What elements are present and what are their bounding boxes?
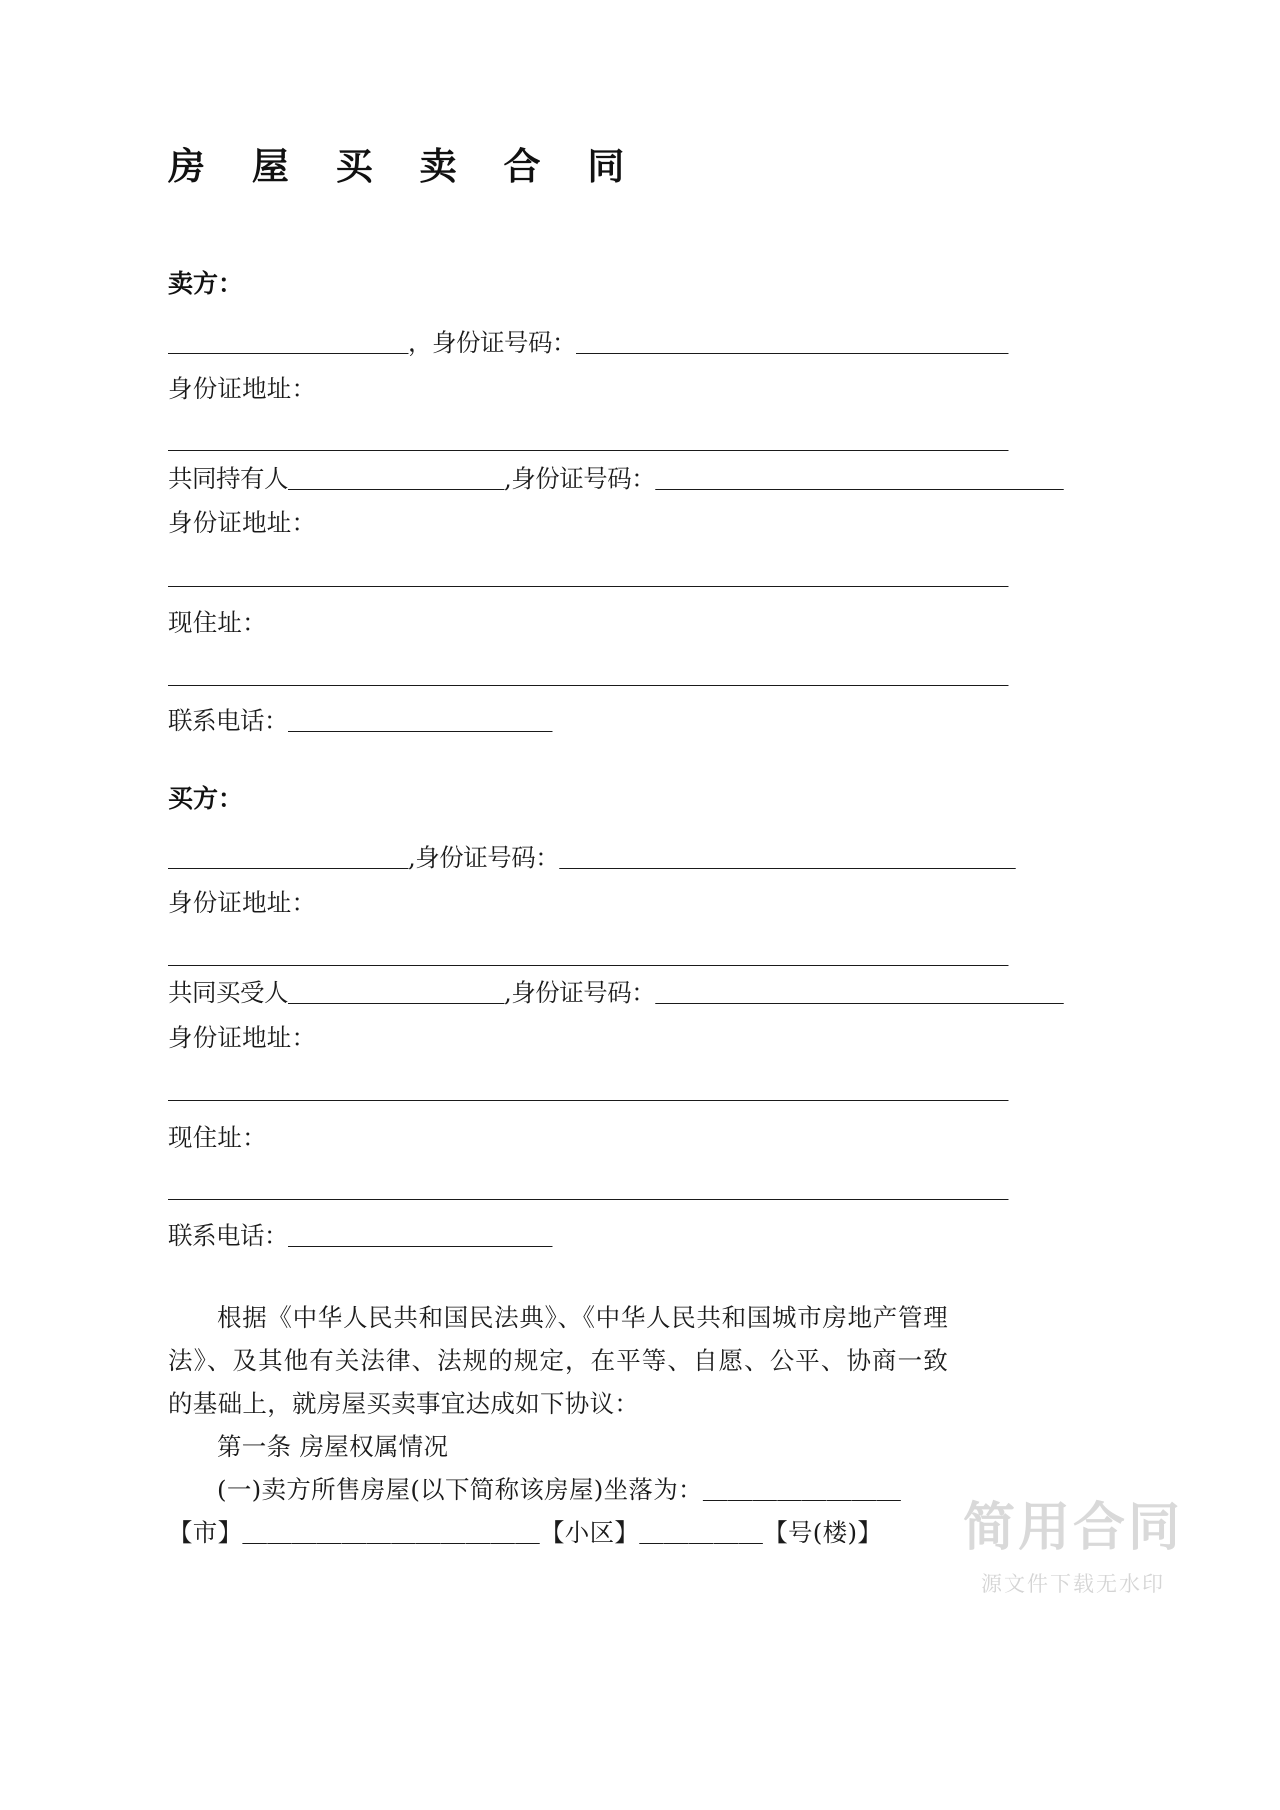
seller-name-id-line: ＿＿＿＿＿＿＿＿＿＿，身份证号码：＿＿＿＿＿＿＿＿＿＿＿＿＿＿＿＿＿＿: [168, 328, 1008, 357]
seller-id-address-rule: ＿＿＿＿＿＿＿＿＿＿＿＿＿＿＿＿＿＿＿＿＿＿＿＿＿＿＿＿＿＿＿＿＿＿＿: [168, 425, 1008, 454]
document-content: [168, 0, 1064, 1554]
buyer-name-id-line: ＿＿＿＿＿＿＿＿＿＿,身份证号码：＿＿＿＿＿＿＿＿＿＿＿＿＿＿＿＿＿＿＿: [168, 842, 1016, 872]
article-one-title: 第一条 房屋权属情况: [217, 1432, 449, 1461]
buyer-current-address-label: 现住址：: [168, 1122, 267, 1152]
article-one-item-1: (一)卖方所售房屋(以下简称该房屋)坐落为：＿＿＿＿＿＿＿＿: [217, 1475, 902, 1504]
page-title: 房 屋 买 卖 合 同: [168, 144, 642, 188]
watermark-brand-text: 简用合同: [962, 1498, 1183, 1559]
buyer-id-address-label: 身份证地址：: [168, 888, 317, 917]
buyer-id-address-rule: ＿＿＿＿＿＿＿＿＿＿＿＿＿＿＿＿＿＿＿＿＿＿＿＿＿＿＿＿＿＿＿＿＿＿＿: [168, 939, 1008, 969]
buyer-section-heading: 买方：: [168, 783, 244, 813]
watermark: [908, 1498, 1238, 1598]
seller-co-owner-id-address-label: 身份证地址：: [168, 508, 317, 537]
buyer-current-address-rule: ＿＿＿＿＿＿＿＿＿＿＿＿＿＿＿＿＿＿＿＿＿＿＿＿＿＿＿＿＿＿＿＿＿＿＿: [168, 1174, 1008, 1203]
seller-co-owner-id-address-rule: ＿＿＿＿＿＿＿＿＿＿＿＿＿＿＿＿＿＿＿＿＿＿＿＿＿＿＿＿＿＿＿＿＿＿＿: [168, 560, 1008, 590]
buyer-co-buyer-id-address-label: 身份证地址：: [168, 1022, 317, 1052]
watermark-subtitle-text: 源文件下载无水印: [981, 1572, 1165, 1596]
seller-id-address-label: 身份证地址：: [168, 373, 317, 403]
seller-current-address-rule: ＿＿＿＿＿＿＿＿＿＿＿＿＿＿＿＿＿＿＿＿＿＿＿＿＿＿＿＿＿＿＿＿＿＿＿: [168, 659, 1008, 689]
seller-co-owner-line: 共同持有人＿＿＿＿＿＿＿＿＿,身份证号码：＿＿＿＿＿＿＿＿＿＿＿＿＿＿＿＿＿: [168, 463, 1064, 493]
buyer-co-buyer-line: 共同买受人＿＿＿＿＿＿＿＿＿,身份证号码：＿＿＿＿＿＿＿＿＿＿＿＿＿＿＿＿＿: [168, 978, 1064, 1007]
buyer-co-buyer-id-address-rule: ＿＿＿＿＿＿＿＿＿＿＿＿＿＿＿＿＿＿＿＿＿＿＿＿＿＿＿＿＿＿＿＿＿＿＿: [168, 1075, 1008, 1104]
article-one-item-1-continuation: 【市】＿＿＿＿＿＿＿＿＿＿＿＿【小区】＿＿＿＿＿【号(楼)】: [168, 1518, 883, 1547]
buyer-phone-line: 联系电话：＿＿＿＿＿＿＿＿＿＿＿: [168, 1220, 552, 1250]
seller-phone-line: 联系电话：＿＿＿＿＿＿＿＿＿＿＿: [168, 706, 552, 735]
seller-section-heading: 卖方：: [168, 269, 244, 298]
seller-current-address-label: 现住址：: [168, 608, 267, 637]
preamble-paragraph: 根据《中华人民共和国民法典》、《中华人民共和国城市房地产管理法》、及其他有关法律、法规的规定，在平等、自愿、公平、协商一致的基础上，就房屋买卖事宜达成如下协议：: [168, 1303, 948, 1418]
